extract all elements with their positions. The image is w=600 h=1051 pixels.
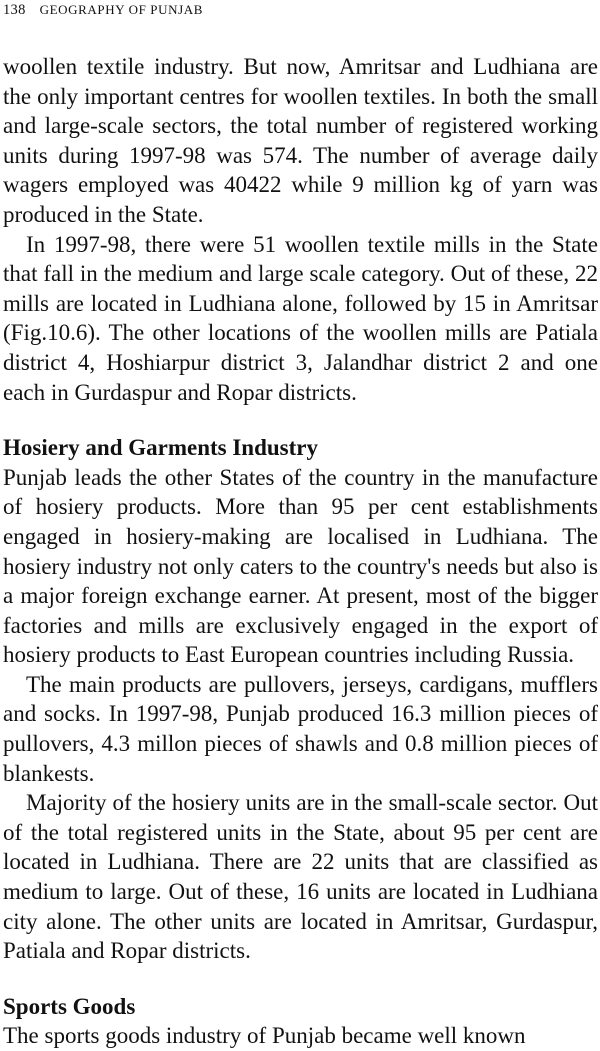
paragraph-woollen-continued: woollen textile industry. But now, Amritsar and Ludhiana are the only important centres for woollen textiles. In both the small and large-scale sectors, the total number of registered working units during 1997-98 was 574. The number of average daily wagers employed was 40422 while 9 million kg of yarn was produced in the State. xyxy=(3,54,598,227)
body-text xyxy=(3,52,598,1051)
paragraph-hosiery-intro: Punjab leads the other States of the country in the manufacture of hosiery products. More than 95 per cent establishments engaged in hosiery-making are localised in Ludhiana. The hosiery industry not only caters to the country's needs but also is a major foreign exchange earner. At present, most of the bigger factories and mills are exclusively engaged in the export of hosiery products to East European countries including Russia. xyxy=(3,464,598,668)
running-header xyxy=(3,2,598,24)
paragraph-hosiery-units: Majority of the hosiery units are in the small-scale sector. Out of the total registered units in the State, about 95 per cent are located in Ludhiana. There are 22 units that are classified as medium to large. Out of these, 16 units are located in Ludhiana city alone. The other units are located in Amritsar, Gurdaspur, Patiala and Ropar districts. xyxy=(3,790,598,964)
paragraph-sports-goods: The sports goods industry of Punjab became well known xyxy=(3,1023,526,1049)
section-heading-sports-goods: Sports Goods xyxy=(3,993,136,1019)
paragraph-woollen-mills: In 1997-98, there were 51 woollen textile mills in the State that fall in the medium and large scale category. Out of these, 22 mills are located in Ludhiana alone, followed by 15 in Amritsar (Fig.10.6). The other locations of the woollen mills are Patiala district 4, Hoshiarpur district 3, Jalandhar district 2 and one each in Gurdaspur and Ropar districts. xyxy=(3,231,598,405)
paragraph-hosiery-products: The main products are pullovers, jerseys, cardigans, mufflers and socks. In 1997-98, Punjab produced 16.3 million pieces of pullovers, 4.3 millon pieces of shawls and 0.8 million pieces of blankests. xyxy=(3,671,598,786)
section-heading-hosiery: Hosiery and Garments Industry xyxy=(3,435,318,461)
running-title: GEOGRAPHY OF PUNJAB xyxy=(39,2,203,17)
page-number: 138 xyxy=(3,2,26,18)
